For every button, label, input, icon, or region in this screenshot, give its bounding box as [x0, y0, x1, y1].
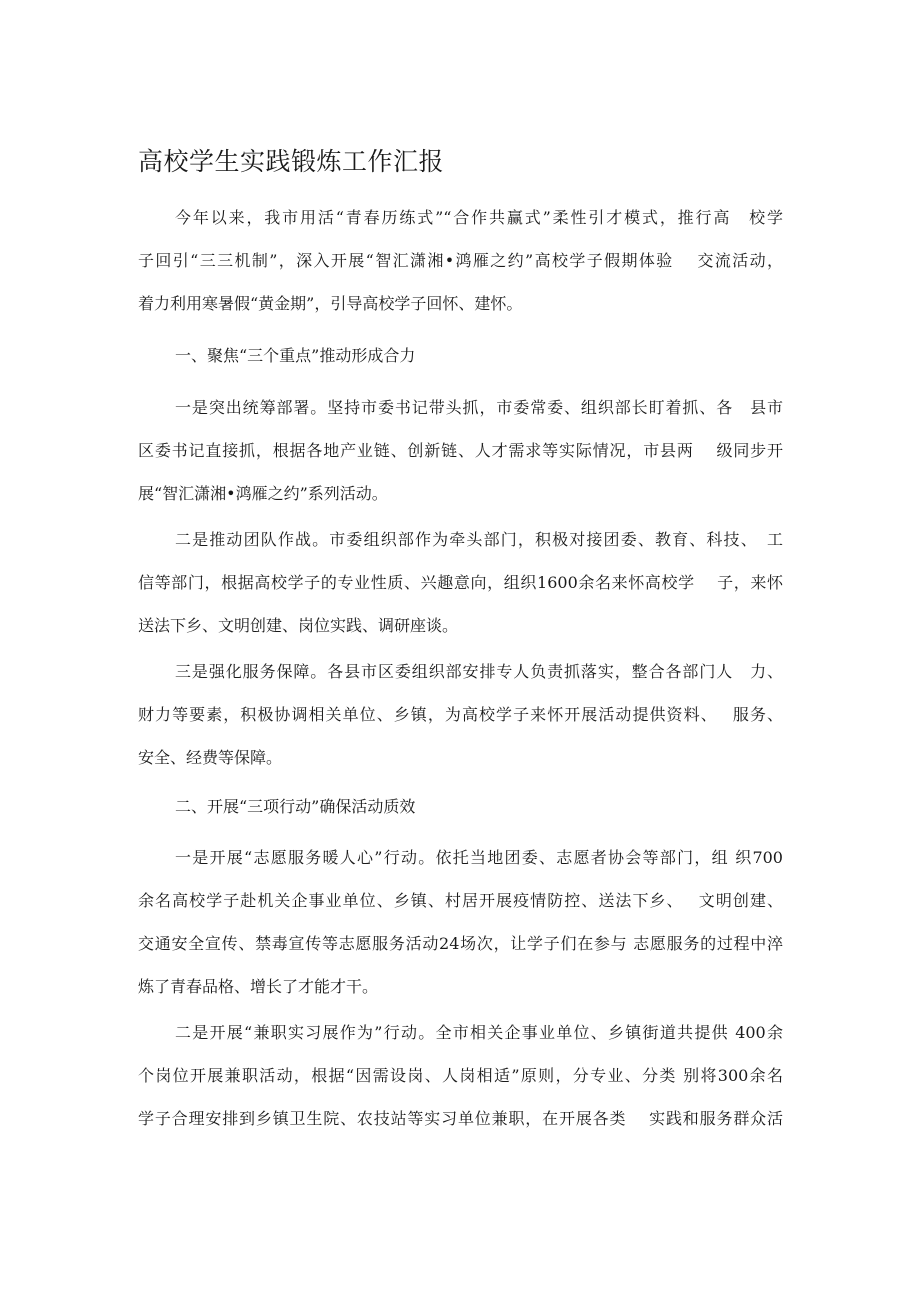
paragraph-line: 子回引“三三机制”，深入开展“智汇潇湘•鸿雁之约”高校学子假期体验 交流活动，: [138, 251, 783, 270]
paragraph-line: 炼了青春品格、增长了才能才干。: [138, 977, 379, 996]
paragraph-line: 财力等要素，积极协调相关单位、乡镇，为高校学子来怀开展活动提供资料、 服务、: [138, 705, 783, 724]
paragraph-line: 一是开展“志愿服务暖人心”行动。依托当地团委、志愿者协会等部门，组 织700: [175, 848, 783, 867]
paragraph-line: 安全、经费等保障。: [138, 748, 283, 767]
paragraph-line: 二是开展“兼职实习展作为”行动。全市相关企事业单位、乡镇街道共提供 400余: [175, 1023, 783, 1042]
paragraph-line: 送法下乡、文明创建、岗位实践、调研座谈。: [138, 616, 459, 635]
paragraph-line: 学子合理安排到乡镇卫生院、农技站等实习单位兼职，在开展各类 实践和服务群众活: [138, 1109, 783, 1128]
document-title: 高校学生实践锻炼工作汇报: [138, 147, 445, 176]
paragraph-line: 三是强化服务保障。各县市区委组织部安排专人负责抓落实，整合各部门人 力、: [175, 662, 783, 681]
paragraph-line: 信等部门，根据高校学子的专业性质、兴趣意向，组织1600余名来怀高校学 子，来怀: [138, 573, 783, 592]
paragraph-line: 个岗位开展兼职活动，根据“因需设岗、人岗相适”原则，分专业、分类 别将300余名: [138, 1066, 783, 1085]
paragraph-line: 一是突出统筹部署。坚持市委书记带头抓，市委常委、组织部长盯着抓、各 县市: [175, 398, 783, 417]
section-heading: 二、开展“三项行动”确保活动质效: [175, 797, 416, 816]
paragraph-line: 着力利用寒暑假“黄金期”，引导高校学子回怀、建怀。: [138, 294, 523, 313]
paragraph-line: 余名高校学子赴机关企事业单位、乡镇、村居开展疫情防控、送法下乡、 文明创建、: [138, 891, 783, 910]
paragraph-line: 展“智汇潇湘•鸿雁之约”系列活动。: [138, 484, 388, 503]
paragraph-line: 交通安全宣传、禁毒宣传等志愿服务活动24场次，让学子们在参与 志愿服务的过程中淬: [138, 934, 783, 953]
paragraph-line: 区委书记直接抓，根据各地产业链、创新链、人才需求等实际情况，市县两 级同步开: [138, 441, 783, 460]
section-heading: 一、聚焦“三个重点”推动形成合力: [175, 346, 416, 365]
paragraph-line: 二是推动团队作战。市委组织部作为牵头部门，积极对接团委、教育、科技、 工: [175, 530, 783, 549]
paragraph-line: 今年以来，我市用活“青春历练式”“合作共赢式”柔性引才模式，推行高 校学: [175, 208, 783, 227]
